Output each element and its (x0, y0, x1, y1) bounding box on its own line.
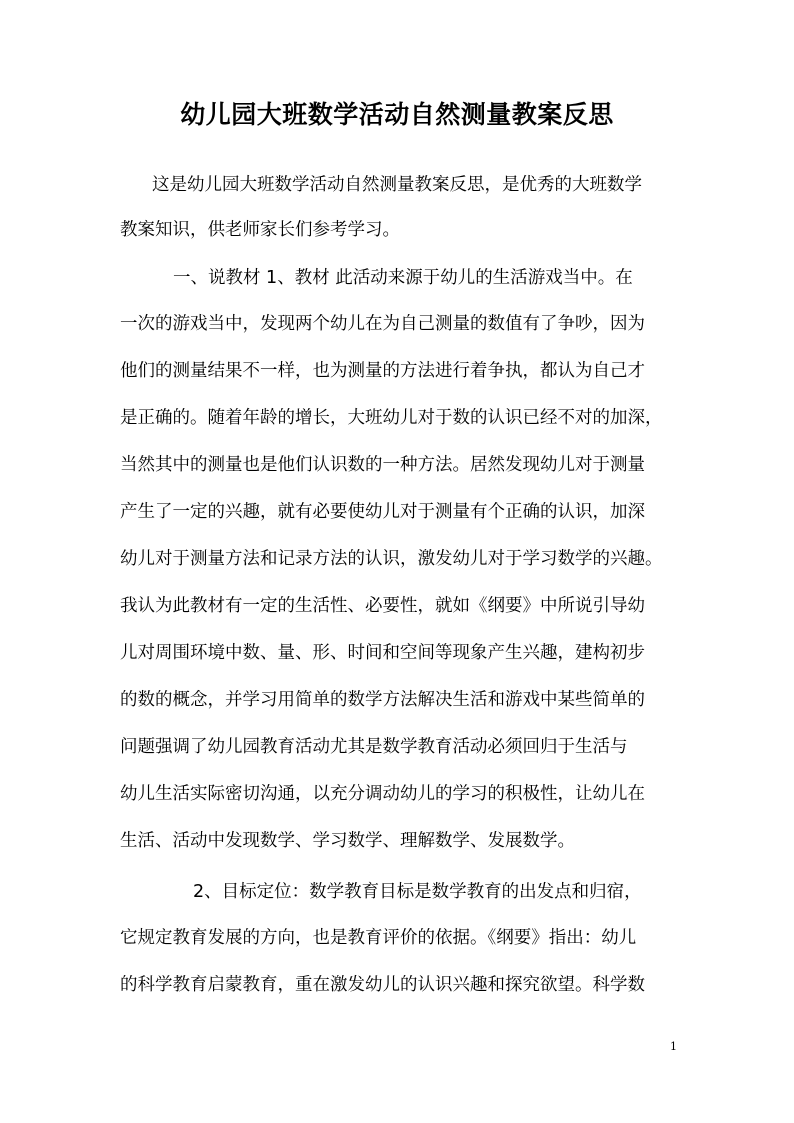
paragraph-2-line-5: 当然其中的测量也是他们认识数的一种方法。居然发现幼儿对于测量 (120, 455, 645, 475)
paragraph-3-line-2: 它规定教育发展的方向，也是教育评价的依据。《纲要》指出：幼儿 (120, 928, 637, 948)
paragraph-3-line-1: 2、目标定位：数学教育目标是数学教育的出发点和归宿， (193, 882, 642, 902)
page-number: 1 (670, 1040, 677, 1053)
paragraph-2-line-4: 是正确的。随着年龄的增长，大班幼儿对于数的认识已经不对的加深， (120, 408, 663, 428)
paragraph-2-line-11: 问题强调了幼儿园教育活动尤其是数学教育活动必须回归于生活与 (120, 737, 628, 757)
paragraph-2-line-10: 的数的概念，并学习用简单的数学方法解决生活和游戏中某些简单的 (120, 690, 645, 710)
paragraph-2-line-7: 幼儿对于测量方法和记录方法的认识，激发幼儿对于学习数学的兴趣。 (120, 549, 663, 569)
paragraph-2-line-6: 产生了一定的兴趣，就有必要使幼儿对于测量有个正确的认识，加深 (120, 502, 645, 522)
paragraph-2-line-2: 一次的游戏当中，发现两个幼儿在为自己测量的数值有了争吵，因为 (120, 314, 645, 334)
document-title: 幼儿园大班数学活动自然测量教案反思 (180, 100, 614, 129)
paragraph-2-line-12: 幼儿生活实际密切沟通，以充分调动幼儿的学习的积极性，让幼儿在 (120, 784, 645, 804)
paragraph-2-line-13: 生活、活动中发现数学、学习数学、理解数学、发展数学。 (120, 831, 575, 851)
paragraph-1-line-2: 教案知识，供老师家长们参考学习。 (120, 220, 400, 240)
paragraph-2-line-1: 一、说教材 1、教材 此活动来源于幼儿的生活游戏当中。在 (173, 268, 633, 288)
paragraph-3-line-3: 的科学教育启蒙教育，重在激发幼儿的认识兴趣和探究欲望。科学数 (120, 975, 645, 995)
paragraph-1-line-1: 这是幼儿园大班数学活动自然测量教案反思，是优秀的大班数学 (152, 175, 642, 195)
paragraph-2-line-8: 我认为此教材有一定的生活性、必要性，就如《纲要》中所说引导幼 (120, 596, 645, 616)
paragraph-2-line-9: 儿对周围环境中数、量、形、时间和空间等现象产生兴趣，建构初步 (120, 643, 645, 663)
paragraph-2-line-3: 他们的测量结果不一样，也为测量的方法进行着争执，都认为自己才 (120, 361, 645, 381)
